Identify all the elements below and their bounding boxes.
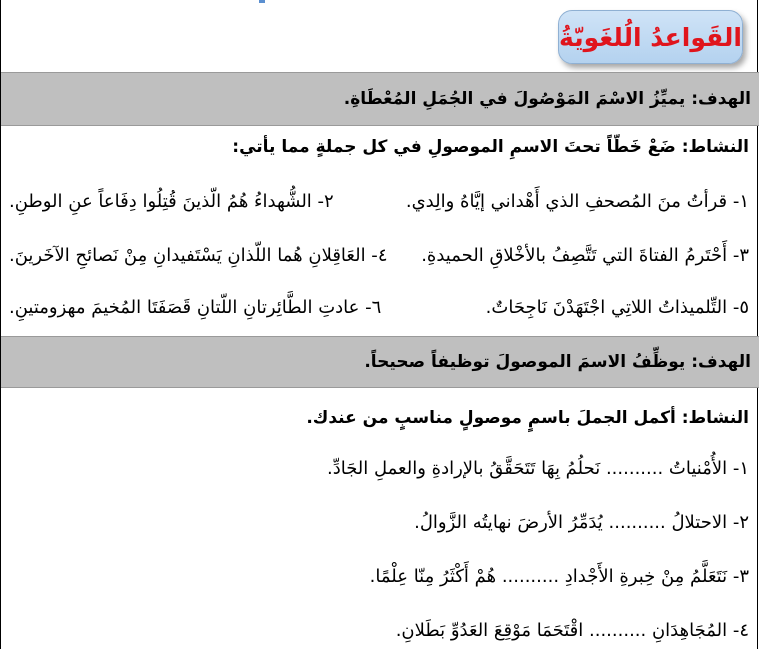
completion-item-2: ٢- الاحتلالُ .......... يُدَمِّرُ الأرضَ نهايتُه الزَّوالُ. — [414, 512, 749, 533]
goal-band-2 — [1, 336, 759, 388]
sentence-6: ٦- عادتِ الطَّائِرتانِ اللّتانِ قَصَفَتَا المُخيمَ مهزومتينِ. — [9, 297, 382, 318]
goal-2-text: الهدف: يوظِّفُ الاسمَ الموصولَ توظيفاً صحيحاً. — [364, 352, 751, 372]
sentence-2: ٢- الشُّهداءُ هُمُ الّذينَ قُتِلُوا دِفَاعاً عنِ الوطنِ. — [9, 191, 334, 212]
activity-2-instruction: النشاط: أكمل الجملَ باسمٍ موصولٍ مناسبٍ من عندك. — [306, 408, 749, 428]
completion-item-4: ٤- المُجَاهِدَانِ .......... اقْتَحَمَا مَوْقِعَ العَدُوِّ بَطَلانِ. — [395, 620, 749, 641]
sentence-row-1 — [9, 189, 749, 215]
sentence-row-2 — [9, 243, 749, 269]
sentence-1: ١- قرأتُ منَ المُصحفِ الذي أَهْداني إيَّاهُ والِدي. — [405, 191, 749, 212]
activity-1-instruction: النشاط: ضَعْ خَطّاً تحتَ الاسمِ الموصولِ في كل جملةٍ مما يأتي: — [232, 137, 749, 157]
sentence-row-3 — [9, 295, 749, 321]
title-box — [558, 10, 743, 64]
sentence-5: ٥- التِّلميذاتُ اللاتِي اجْتَهَدْنَ نَاجِحَاتٌ. — [485, 297, 749, 318]
completion-item-1: ١- الأُمْنياتُ .......... نَحلُمُ بِهَا تَتَحَقَّقُ بالإرادةِ والعملِ الجَادِّ. — [326, 458, 749, 479]
sentence-3: ٣- أَحْتَرمُ الفتاةَ التي تَتَّصِفُ بالأخْلاقِ الحميدةِ. — [421, 245, 749, 266]
goal-band-1 — [1, 72, 759, 126]
completion-item-3: ٣- نَتَعَلَّمُ مِنْ خِبرةِ الأَجْدادِ .......... هُمْ أَكْثَرُ مِنّا عِلْمًا. — [369, 566, 749, 587]
top-decoration-mark — [259, 0, 265, 3]
goal-1-text: الهدف: يميِّزُ الاسْمَ المَوْصُولَ في الجُمَلِ المُعْطَاةِ. — [343, 89, 751, 109]
sentence-4: ٤- العَاقِلانِ هُما اللّذانِ يَسْتَفيدانِ مِنْ نَصائحِ الآخَرينَ. — [9, 245, 388, 266]
page-title: القَواعدُ الُلغَويّةُ — [559, 22, 742, 52]
